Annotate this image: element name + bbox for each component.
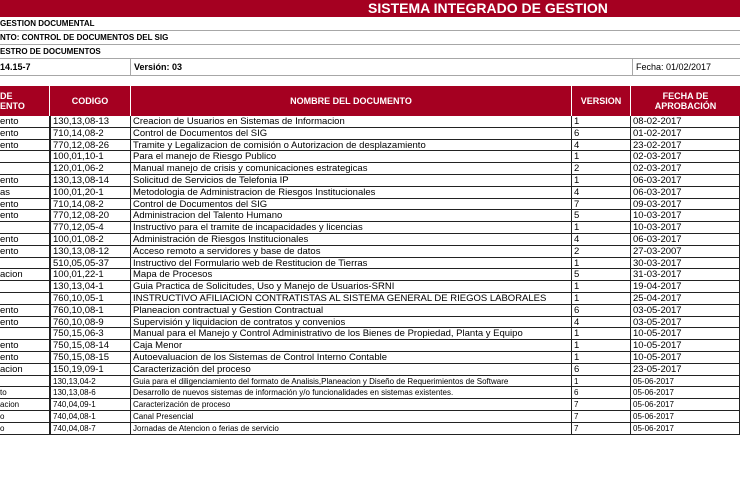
table-row [0,163,740,175]
code-cell[interactable]: 130,13,08-12 [50,246,131,258]
process-row [0,17,740,31]
format-label: ESTRO DE DOCUMENTOS [0,47,101,56]
table-row [0,340,740,352]
document-name-cell[interactable]: Acceso remoto a servidores y base de datos [131,246,572,258]
approval-date-cell[interactable]: 30-03-2017 [631,258,740,270]
version-cell[interactable]: 5 [572,210,631,222]
document-name-cell[interactable]: Creacion de Usuarios en Sistemas de Informacion [131,116,572,128]
code-cell[interactable]: 770,12,08-20 [50,210,131,222]
version-cell[interactable]: 1 [572,376,631,388]
approval-date-cell[interactable]: 10-05-2017 [631,340,740,352]
version-cell[interactable]: 1 [572,116,631,128]
approval-date-cell[interactable]: 25-04-2017 [631,293,740,305]
version-cell[interactable]: 7 [572,399,631,411]
version-cell[interactable]: 6 [572,387,631,399]
table-row [0,376,740,388]
table-row [0,258,740,270]
code-cell[interactable]: 130,13,08-13 [50,116,131,128]
column-header-name: NOMBRE DEL DOCUMENTO [131,86,572,116]
document-name-cell[interactable]: Tramite y Legalizacion de comisión o Autorizacion de desplazamiento [131,140,572,152]
code-cell[interactable]: 760,10,08-9 [50,317,131,329]
table-row [0,175,740,187]
row-type-cell[interactable]: to [0,387,50,399]
code-cell[interactable]: 120,01,06-2 [50,163,131,175]
version-cell[interactable]: 2 [572,163,631,175]
version-cell[interactable]: 6 [572,364,631,376]
row-type-cell[interactable] [0,281,50,293]
code-cell[interactable]: 710,14,08-2 [50,199,131,211]
version-cell[interactable]: 1 [572,281,631,293]
row-type-cell[interactable]: ento [0,116,50,128]
row-type-cell[interactable]: ento [0,128,50,140]
version-cell[interactable]: 1 [572,151,631,163]
document-name-cell[interactable]: Planeacion contractual y Gestion Contractual [131,305,572,317]
row-type-cell[interactable]: ento [0,305,50,317]
row-type-cell[interactable]: ento [0,199,50,211]
code-cell[interactable]: 150,19,09-1 [50,364,131,376]
table-row [0,352,740,364]
approval-date-cell[interactable]: 03-05-2017 [631,317,740,329]
row-type-cell[interactable]: ento [0,340,50,352]
row-type-cell[interactable]: acion [0,399,50,411]
row-type-cell[interactable] [0,163,50,175]
row-type-cell[interactable]: ento [0,246,50,258]
version-cell[interactable]: 7 [572,199,631,211]
row-type-cell[interactable]: acion [0,269,50,281]
document-name-cell[interactable]: Guia para el diligenciamiento del formato de Analisis,Planeacion y Diseño de Requerimientos de Software [131,376,572,388]
document-name-cell[interactable]: INSTRUCTIVO AFILIACION CONTRATISTAS AL SISTEMA GENERAL DE RIEGOS LABORALES [131,293,572,305]
table-row [0,140,740,152]
document-name-cell[interactable]: Solicitud de Servicios de Telefonia IP [131,175,572,187]
title-banner [0,0,740,17]
row-type-cell[interactable]: acion [0,364,50,376]
version-cell[interactable]: 1 [572,222,631,234]
code-cell[interactable]: 100,01,20-1 [50,187,131,199]
procedure-row [0,31,740,45]
column-header-version: VERSION [572,86,631,116]
document-name-cell[interactable]: Caja Menor [131,340,572,352]
table-row [0,199,740,211]
code-cell[interactable]: 100,01,08-2 [50,234,131,246]
system-title: SISTEMA INTEGRADO DE GESTION [368,0,608,16]
version-cell[interactable]: 5 [572,269,631,281]
document-name-cell[interactable]: Manual para el Manejo y Control Administrativo de los Bienes de Propiedad, Planta y Equipo [131,328,572,340]
approval-date-cell[interactable]: 10-03-2017 [631,210,740,222]
code-cell[interactable]: 740,04,08-1 [50,411,131,423]
code-version-row [0,59,740,76]
code-cell[interactable]: 750,15,08-14 [50,340,131,352]
code-cell[interactable]: 760,10,08-1 [50,305,131,317]
code-cell[interactable]: 130,13,08-14 [50,175,131,187]
version-cell[interactable]: 1 [572,328,631,340]
document-name-cell[interactable]: Mapa de Procesos [131,269,572,281]
code-cell[interactable]: 100,01,22-1 [50,269,131,281]
code-cell[interactable]: 510,05,05-37 [50,258,131,270]
approval-date-cell[interactable]: 05-06-2017 [631,399,740,411]
table-row [0,411,740,423]
version-cell[interactable]: 4 [572,234,631,246]
row-type-cell[interactable] [0,376,50,388]
column-header-code: CODIGO [50,86,131,116]
table-row [0,423,740,435]
code-cell[interactable]: 770,12,05-4 [50,222,131,234]
version-cell[interactable]: 1 [572,258,631,270]
table-row [0,151,740,163]
divider [632,59,633,75]
row-type-cell[interactable] [0,293,50,305]
table-row [0,210,740,222]
version-cell[interactable]: 7 [572,411,631,423]
row-type-cell[interactable] [0,222,50,234]
table-row [0,116,740,128]
row-type-cell[interactable]: ento [0,175,50,187]
row-type-cell[interactable]: o [0,411,50,423]
approval-date-cell[interactable]: 27-03-2007 [631,246,740,258]
document-name-cell[interactable]: Instructivo para el tramite de incapacidades y licencias [131,222,572,234]
document-name-cell[interactable]: Desarrollo de nuevos sistemas de información y/o funcionalidades en sistemas existentes. [131,387,572,399]
document-name-cell[interactable]: Instructivo del Formulario web de Restitucion de Tierras [131,258,572,270]
approval-date-cell[interactable]: 23-02-2017 [631,140,740,152]
approval-date-cell[interactable]: 05-06-2017 [631,387,740,399]
document-name-cell[interactable]: Jornadas de Atencion o ferias de servicio [131,423,572,435]
approval-date-cell[interactable]: 09-03-2017 [631,199,740,211]
document-name-cell[interactable]: Guia Practica de Solicitudes, Uso y Manejo de Usuarios-SRNI [131,281,572,293]
table-row [0,128,740,140]
approval-date-cell[interactable]: 01-02-2017 [631,128,740,140]
table-row [0,269,740,281]
table-row [0,234,740,246]
approval-date-cell[interactable]: 06-03-2017 [631,234,740,246]
column-header-type: DE ENTO [0,86,50,116]
document-name-cell[interactable]: Canal Presencial [131,411,572,423]
version-cell[interactable]: 2 [572,246,631,258]
row-type-cell[interactable] [0,258,50,270]
version-cell[interactable]: 1 [572,293,631,305]
row-type-cell[interactable]: ento [0,210,50,222]
table-row [0,317,740,329]
table-row [0,281,740,293]
table-row [0,305,740,317]
row-type-cell[interactable]: ento [0,140,50,152]
document-name-cell[interactable]: Control de Documentos del SIG [131,128,572,140]
version-cell[interactable]: 1 [572,175,631,187]
row-type-cell[interactable] [0,151,50,163]
document-name-cell[interactable]: Manual manejo de crisis y comunicaciones estrategicas [131,163,572,175]
table-row [0,364,740,376]
code-cell[interactable]: 750,15,08-15 [50,352,131,364]
table-row [0,387,740,399]
version-cell[interactable]: 4 [572,317,631,329]
table-row [0,187,740,199]
code-cell[interactable]: 770,12,08-26 [50,140,131,152]
format-row [0,45,740,59]
document-name-cell[interactable]: Administración de Riesgos Institucionales [131,234,572,246]
version-cell[interactable]: 1 [572,352,631,364]
approval-date-cell[interactable]: 02-03-2017 [631,151,740,163]
approval-date-cell[interactable]: 03-05-2017 [631,305,740,317]
code-cell[interactable]: 760,10,05-1 [50,293,131,305]
date-label: Fecha: 01/02/2017 [636,62,712,72]
column-header-date: FECHA DE APROBACIÓN [631,86,740,116]
code-cell[interactable]: 740,04,09-1 [50,399,131,411]
code-cell[interactable]: 710,14,08-2 [50,128,131,140]
approval-date-cell[interactable]: 23-05-2017 [631,364,740,376]
approval-date-cell[interactable]: 10-03-2017 [631,222,740,234]
version-cell[interactable]: 4 [572,140,631,152]
row-type-cell[interactable] [0,328,50,340]
row-type-cell[interactable]: o [0,423,50,435]
document-name-cell[interactable]: Supervisión y liquidacion de contratos y convenios [131,317,572,329]
document-name-cell[interactable]: Caracterización de proceso [131,399,572,411]
table-row [0,246,740,258]
approval-date-cell[interactable]: 10-05-2017 [631,352,740,364]
table-header [0,86,740,116]
document-name-cell[interactable]: Administracion del Talento Humano [131,210,572,222]
table-row [0,293,740,305]
process-label: GESTION DOCUMENTAL [0,19,95,28]
version-label: Versión: 03 [134,62,183,72]
table-row [0,399,740,411]
row-type-cell[interactable]: as [0,187,50,199]
version-cell[interactable]: 6 [572,128,631,140]
table-row [0,328,740,340]
format-code: 14.15-7 [0,62,31,72]
code-cell[interactable]: 130,13,08-6 [50,387,131,399]
document-name-cell[interactable]: Control de Documentos del SIG [131,199,572,211]
code-cell[interactable]: 130,13,04-2 [50,376,131,388]
row-type-cell[interactable]: ento [0,352,50,364]
code-cell[interactable]: 750,15,06-3 [50,328,131,340]
row-type-cell[interactable]: ento [0,317,50,329]
document-name-cell[interactable]: Autoevaluacion de los Sistemas de Control Interno Contable [131,352,572,364]
approval-date-cell[interactable]: 19-04-2017 [631,281,740,293]
approval-date-cell[interactable]: 06-03-2017 [631,175,740,187]
version-cell[interactable]: 7 [572,423,631,435]
document-name-cell[interactable]: Para el manejo de Riesgo Publico [131,151,572,163]
approval-date-cell[interactable]: 10-05-2017 [631,328,740,340]
document-name-cell[interactable]: Caracterización del proceso [131,364,572,376]
document-table-body [0,116,740,435]
version-cell[interactable]: 6 [572,305,631,317]
approval-date-cell[interactable]: 05-06-2017 [631,376,740,388]
row-type-cell[interactable]: ento [0,234,50,246]
code-cell[interactable]: 740,04,08-7 [50,423,131,435]
approval-date-cell[interactable]: 06-03-2017 [631,187,740,199]
version-cell[interactable]: 4 [572,187,631,199]
document-name-cell[interactable]: Metodologia de Administracion de Riesgos Institucionales [131,187,572,199]
approval-date-cell[interactable]: 05-06-2017 [631,411,740,423]
version-cell[interactable]: 1 [572,340,631,352]
approval-date-cell[interactable]: 08-02-2017 [631,116,740,128]
approval-date-cell[interactable]: 02-03-2017 [631,163,740,175]
code-cell[interactable]: 100,01,10-1 [50,151,131,163]
table-row [0,222,740,234]
procedure-label: NTO: CONTROL DE DOCUMENTOS DEL SIG [0,33,169,42]
approval-date-cell[interactable]: 31-03-2017 [631,269,740,281]
divider [130,59,131,75]
code-cell[interactable]: 130,13,04-1 [50,281,131,293]
approval-date-cell[interactable]: 05-06-2017 [631,423,740,435]
